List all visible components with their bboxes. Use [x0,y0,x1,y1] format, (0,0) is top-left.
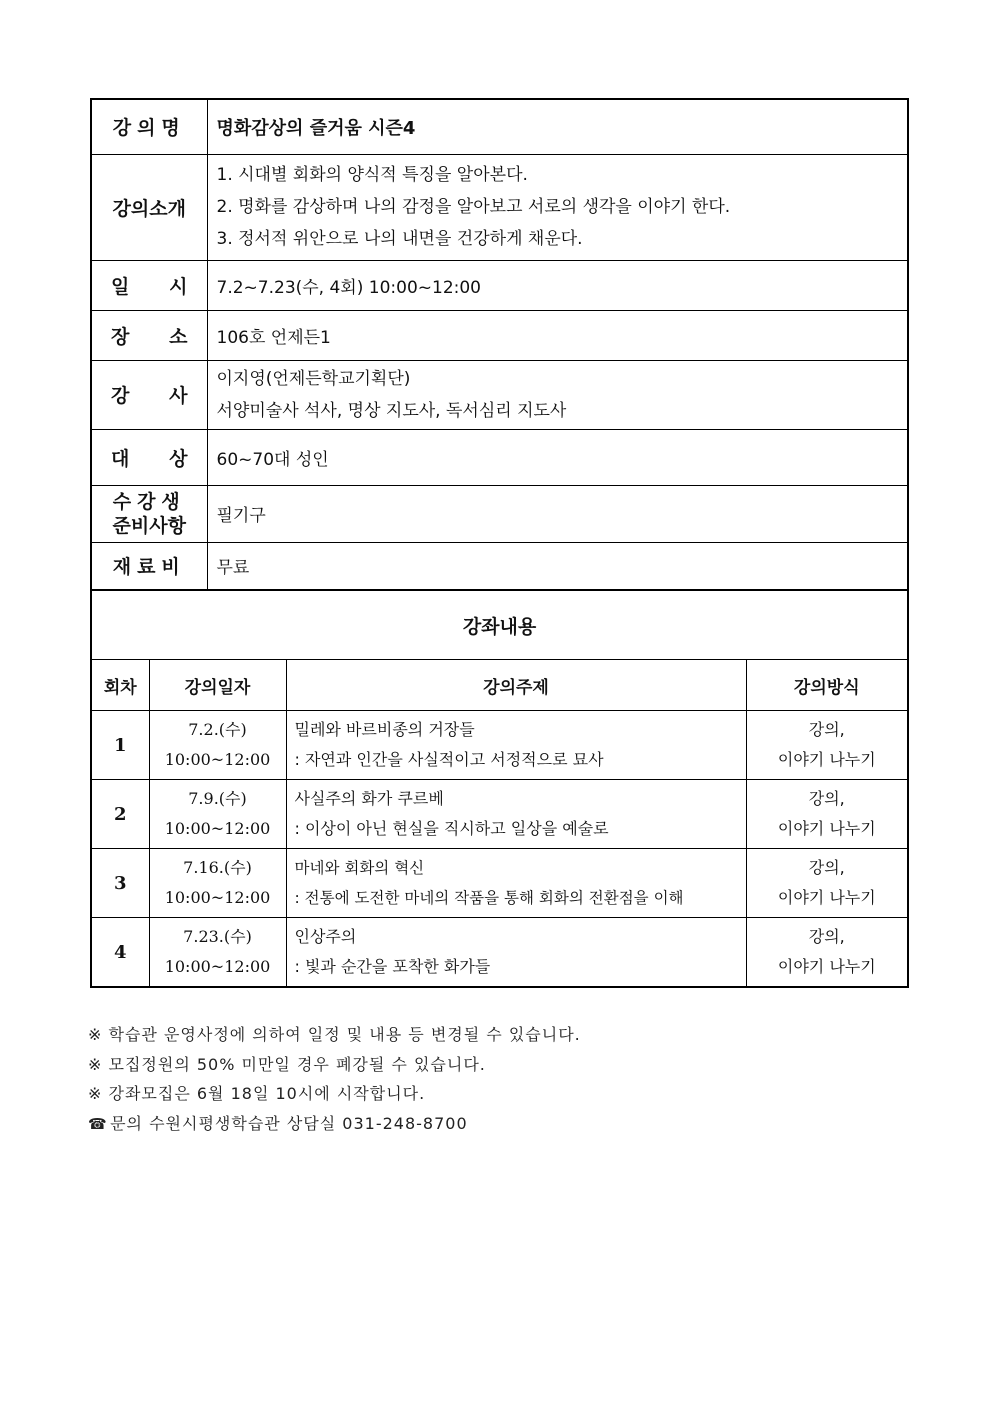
preparation-label: 수강생 준비사항 [91,485,207,542]
intro-line: 3. 정서적 위안으로 나의 내면을 건강하게 채운다. [216,229,583,249]
session-number: 1 [91,711,149,780]
table-row [91,780,908,849]
column-header-method: 강의방식 [746,660,908,711]
row-instructor [91,360,908,429]
intro-line: 1. 시대별 회화의 양식적 특징을 알아본다. [216,165,528,185]
course-info-table [90,98,909,591]
course-name-label: 강의명 [91,99,207,154]
place-label: 장 소 [91,310,207,360]
session-number: 3 [91,849,149,918]
session-date: 7.16.(수) 10:00~12:00 [149,849,286,918]
contact-text: 문의 수원시평생학습관 상담실 031-248-8700 [110,1113,468,1133]
schedule-title-row [91,591,908,660]
table-row [91,918,908,988]
session-topic: 인상주의 : 빛과 순간을 포착한 화가들 [286,918,746,988]
instructor-name: 이지영(언제든학교기획단) [216,368,411,389]
date-value: 7.2~7.23(수, 4회) 10:00~12:00 [207,260,908,310]
session-method: 강의, 이야기 나누기 [746,849,908,918]
row-course-name [91,99,908,154]
session-number: 2 [91,780,149,849]
row-place [91,310,908,360]
column-header-session: 회차 [91,660,149,711]
session-date: 7.23.(수) 10:00~12:00 [149,918,286,988]
notes [88,1020,581,1138]
session-number: 4 [91,918,149,988]
table-row [91,849,908,918]
target-value: 60~70대 성인 [207,429,908,485]
course-name: 명화감상의 즐거움 시즌4 [207,99,908,154]
instructor-label: 강 사 [91,360,207,429]
session-method: 강의, 이야기 나누기 [746,918,908,988]
note-line: ※ 모집정원의 50% 미만일 경우 폐강될 수 있습니다. [88,1054,486,1074]
schedule-title: 강좌내용 [91,591,908,660]
target-label: 대 상 [91,429,207,485]
contact-line [88,1109,581,1139]
column-header-date: 강의일자 [149,660,286,711]
intro-label: 강의소개 [91,154,207,260]
session-date: 7.9.(수) 10:00~12:00 [149,780,286,849]
phone-icon: ☎ [88,1114,108,1133]
note-line: ※ 강좌모집은 6월 18일 10시에 시작합니다. [88,1084,426,1103]
session-topic: 마네와 회화의 혁신 : 전통에 도전한 마네의 작품을 통해 회화의 전환점을 이해 [286,849,746,918]
note-line: ※ 학습관 운영사정에 의하여 일정 및 내용 등 변경될 수 있습니다. [88,1025,581,1044]
date-label: 일 시 [91,260,207,310]
session-method: 강의, 이야기 나누기 [746,711,908,780]
schedule-header-row [91,660,908,711]
intro-line: 2. 명화를 감상하며 나의 감정을 알아보고 서로의 생각을 이야기 한다. [216,197,731,217]
row-preparation [91,485,908,542]
column-header-topic: 강의주제 [286,660,746,711]
row-date [91,260,908,310]
instructor-credentials: 서양미술사 석사, 명상 지도사, 독서심리 지도사 [216,400,567,421]
row-fee [91,542,908,590]
session-topic: 밀레와 바르비종의 거장들 : 자연과 인간을 사실적이고 서정적으로 묘사 [286,711,746,780]
intro-text [207,154,908,260]
fee-value: 무료 [207,542,908,590]
session-topic: 사실주의 화가 쿠르베 : 이상이 아닌 현실을 직시하고 일상을 예술로 [286,780,746,849]
instructor-value [207,360,908,429]
row-intro [91,154,908,260]
fee-label: 재료비 [91,542,207,590]
table-row [91,711,908,780]
schedule-table [90,590,909,988]
row-target [91,429,908,485]
session-method: 강의, 이야기 나누기 [746,780,908,849]
preparation-value: 필기구 [207,485,908,542]
place-value: 106호 언제든1 [207,310,908,360]
session-date: 7.2.(수) 10:00~12:00 [149,711,286,780]
